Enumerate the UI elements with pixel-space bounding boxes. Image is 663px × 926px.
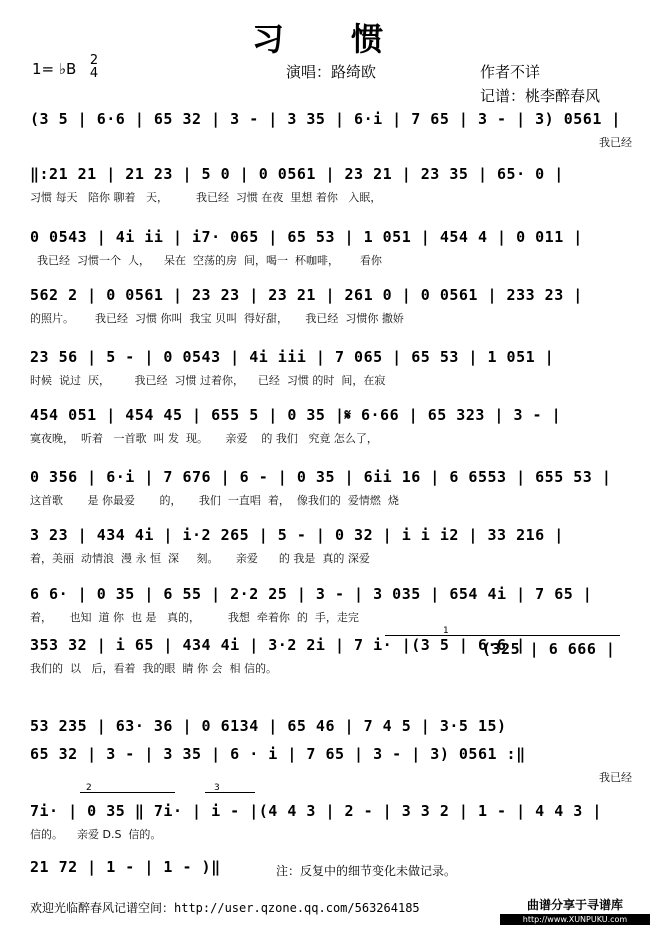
notation-row: 0 0543 | 4i ii | i7· 065 | 65 53 | 1 051 | 454 4 | 0 011 | xyxy=(30,228,583,246)
notation-row: 562 2 | 0 0561 | 23 23 | 23 21 | 261 0 | 0 0561 | 233 23 | xyxy=(30,286,583,304)
lyrics-row: 信的。 亲爱 D.S 信的。 xyxy=(30,828,162,841)
lyrics-row: 着，美丽 动情浪 漫 永 恒 深 刻。 亲爱 的 我是 真的 深爱 xyxy=(30,552,370,565)
singer-credit: 演唱：路绮欧 xyxy=(286,63,377,81)
time-bottom: 4 xyxy=(89,66,99,81)
lyrics-row: 寞夜晚， 听着 一首歌 叫 发 现。 亲爱 的 我们 究竟 怎么了， xyxy=(30,432,378,445)
recorder-credit: 记谱：桃李醉春风 xyxy=(480,87,601,105)
volta-line-1 xyxy=(385,635,620,636)
notation-row: 7i· | 0 35 ‖ 7i· | i - |(4 4 3 | 2 - | 3 3 2 | 1 - | 4 4 3 | xyxy=(30,802,602,820)
lyrics-row: 我已经 习惯一个 人， 呆在 空荡的房 间，喝一 杯咖啡， 看你 xyxy=(30,254,382,267)
brand-url: http://www.XUNPUKU.com xyxy=(500,914,650,925)
footer-text: 欢迎光临醉春风记谱空间：http://user.qzone.qq.com/563264185 xyxy=(30,901,420,915)
notation-row: 65 32 | 3 - | 3 35 | 6 · i | 7 65 | 3 - | 3) 0561 :‖ xyxy=(30,745,526,763)
score-remark: 注：反复中的细节变化未做记录。 xyxy=(276,864,457,878)
brand-block xyxy=(500,896,650,925)
volta-label-2: 2 xyxy=(86,783,92,793)
notation-row: 6 6· | 0 35 | 6 55 | 2·2 25 | 3 - | 3 035 | 654 4i | 7 65 | xyxy=(30,585,593,603)
lyrics-row: 时候 说过 厌， 我已经 习惯 过着你， 已经 习惯 的时 间，在寂 xyxy=(30,374,386,387)
notation-row: 21 72 | 1 - | 1 - )‖ xyxy=(30,858,221,876)
lyrics-row: 着， 也知 道 你 也 是 真的， 我想 牵着你 的 手，走完 xyxy=(30,611,359,624)
volta-line-3 xyxy=(205,792,255,793)
notation-row: 454 051 | 454 45 | 655 5 | 0 35 |𝄋 6·66 | 65 323 | 3 - | xyxy=(30,406,562,424)
lyrics-row: 我们的 以 后，看着 我的眼 睛 你 会 相 信的。 xyxy=(30,662,277,675)
notation-row: 353 32 | i 65 | 434 4i | 3·2 2i | 7 i· |(3 5 | 6·6 | xyxy=(30,636,526,654)
notation-upper-fragment: (325 | 6 666 | xyxy=(482,640,616,658)
key-signature: 1= ♭B xyxy=(32,60,77,78)
notation-row: (3 5 | 6·6 | 65 32 | 3 - | 3 35 | 6·i | 7 65 | 3 - | 3) 0561 | xyxy=(30,110,621,128)
time-top: 2 xyxy=(89,53,99,68)
notation-row: ‖:21 21 | 21 23 | 5 0 | 0 0561 | 23 21 | 23 35 | 65· 0 | xyxy=(30,165,564,183)
notation-row: 23 56 | 5 - | 0 0543 | 4i iii | 7 065 | 65 53 | 1 051 | xyxy=(30,348,555,366)
time-signature xyxy=(88,54,100,80)
volta-line-2 xyxy=(80,792,175,793)
lyrics-row: 习惯 每天 陪你 聊着 天， 我已经 习惯 在夜 里想 着你 入眠， xyxy=(30,191,382,204)
notation-row: 3 23 | 434 4i | i·2 265 | 5 - | 0 32 | i i i2 | 33 216 | xyxy=(30,526,564,544)
brand-title: 曲谱分享于寻谱库 xyxy=(526,898,623,912)
volta-label-3: 3 xyxy=(214,783,220,793)
notation-row: 0 356 | 6·i | 7 676 | 6 - | 0 35 | 6ii 16 | 6 6553 | 655 53 | xyxy=(30,468,612,486)
page-title: 习 惯 xyxy=(251,20,412,58)
lyrics-row: 这首歌 是 你最爱 的， 我们 一直唱 着， 像我们的 爱情燃 烧 xyxy=(30,494,399,507)
author-credit: 作者不详 xyxy=(480,63,541,81)
lyrics-row: 我已经 xyxy=(599,771,632,784)
notation-row: 53 235 | 63· 36 | 0 6134 | 65 46 | 7 4 5 | 3·5 15) xyxy=(30,717,507,735)
lyrics-row: 我已经 xyxy=(599,136,632,149)
volta-label-1: 1 xyxy=(443,626,449,636)
lyrics-row: 的照片。 我已经 习惯 你叫 我宝 贝叫 得好甜， 我已经 习惯你 撒娇 xyxy=(30,312,404,325)
